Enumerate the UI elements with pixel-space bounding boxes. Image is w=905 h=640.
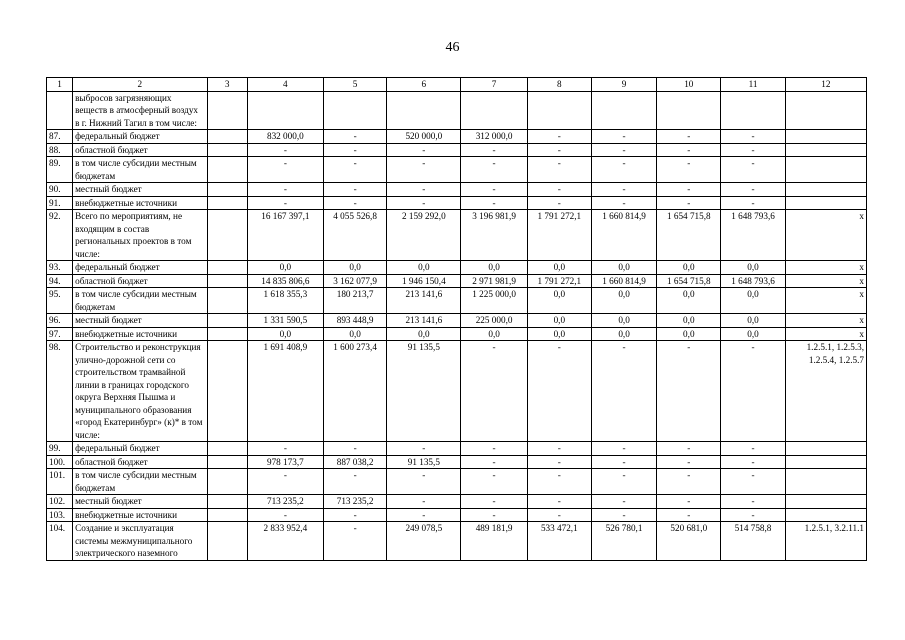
row-value-col8: - [527,130,591,144]
row-value-col9: - [591,508,656,522]
row-col3 [207,341,247,442]
row-value-col4: 16 167 397,1 [247,210,323,261]
row-value-col5: - [323,508,386,522]
row-value-col4 [247,91,323,130]
row-value-col4: 2 833 952,4 [247,522,323,561]
row-value-col8: 0,0 [527,327,591,341]
row-number: 103. [47,508,73,522]
row-value-col4: - [247,442,323,456]
row-target-refs: x [785,327,866,341]
row-col3 [207,288,247,314]
row-value-col8: - [527,495,591,509]
row-number: 98. [47,341,73,442]
row-name: федеральный бюджет [73,261,207,275]
row-value-col7: 2 971 981,9 [461,274,527,288]
row-value-col8 [527,91,591,130]
row-target-refs [785,508,866,522]
table-body [47,91,867,560]
row-number: 88. [47,143,73,157]
row-number: 102. [47,495,73,509]
row-col3 [207,314,247,328]
row-value-col5: - [323,469,386,495]
row-name: внебюджетные источники [73,508,207,522]
row-target-refs: 1.2.5.1, 1.2.5.3, 1.2.5.4, 1.2.5.7 [785,341,866,442]
row-col3 [207,130,247,144]
table-row [47,274,867,288]
table-row [47,327,867,341]
row-value-col4: 1 618 355,3 [247,288,323,314]
row-value-col5: 713 235,2 [323,495,386,509]
row-value-col7: 489 181,9 [461,522,527,561]
row-value-col4: 978 173,7 [247,455,323,469]
row-col3 [207,157,247,183]
row-col3 [207,442,247,456]
row-value-col11: - [721,130,785,144]
row-name: областной бюджет [73,455,207,469]
row-value-col6: 249 078,5 [387,522,461,561]
row-value-col9: - [591,130,656,144]
column-header-2: 2 [73,78,207,92]
row-value-col9: 526 780,1 [591,522,656,561]
row-value-col11: 0,0 [721,261,785,275]
row-name: областной бюджет [73,274,207,288]
column-header-row [47,78,867,92]
row-name: в том числе субсидии местным бюджетам [73,157,207,183]
row-number: 93. [47,261,73,275]
row-value-col4: - [247,508,323,522]
row-value-col7: 1 225 000,0 [461,288,527,314]
row-value-col11: 0,0 [721,314,785,328]
row-value-col6: - [387,183,461,197]
row-value-col5: 0,0 [323,261,386,275]
row-value-col8: - [527,143,591,157]
column-header-3: 3 [207,78,247,92]
table-row [47,157,867,183]
row-value-col6: - [387,469,461,495]
row-target-refs [785,91,866,130]
row-value-col11: - [721,143,785,157]
row-value-col4: - [247,469,323,495]
row-value-col11: - [721,157,785,183]
row-value-col4: 0,0 [247,327,323,341]
row-value-col7: - [461,341,527,442]
row-value-col10: - [657,196,721,210]
row-col3 [207,91,247,130]
row-value-col7: - [461,508,527,522]
column-header-8: 8 [527,78,591,92]
row-value-col9: - [591,469,656,495]
column-header-1: 1 [47,78,73,92]
column-header-7: 7 [461,78,527,92]
row-value-col10: 0,0 [657,288,721,314]
row-value-col6: 520 000,0 [387,130,461,144]
row-value-col9: 1 660 814,9 [591,210,656,261]
row-value-col8: 1 791 272,1 [527,274,591,288]
row-target-refs [785,442,866,456]
row-col3 [207,522,247,561]
row-name: Всего по мероприятиям, не входящим в состав региональных проектов в том числе: [73,210,207,261]
row-value-col10: - [657,455,721,469]
row-name: внебюджетные источники [73,327,207,341]
row-value-col9: 0,0 [591,288,656,314]
table-row [47,210,867,261]
row-value-col8: - [527,455,591,469]
row-number: 91. [47,196,73,210]
row-value-col8: - [527,508,591,522]
row-name: Строительство и реконструкция улично-дорожной сети со строительством трамвайной линии в границах городского округа Верхняя Пышма и муниципального образования «город Екатеринбург» (к)* в том числе: [73,341,207,442]
column-header-11: 11 [721,78,785,92]
row-value-col9: 0,0 [591,314,656,328]
row-value-col10: - [657,442,721,456]
row-target-refs: x [785,274,866,288]
row-value-col10: 520 681,0 [657,522,721,561]
row-target-refs: x [785,288,866,314]
row-value-col9: - [591,183,656,197]
row-target-refs: x [785,261,866,275]
row-value-col10: - [657,183,721,197]
row-value-col6: 213 141,6 [387,288,461,314]
table-row [47,183,867,197]
row-number: 90. [47,183,73,197]
table-row [47,261,867,275]
row-value-col5: 887 038,2 [323,455,386,469]
row-value-col5: - [323,143,386,157]
row-name: в том числе субсидии местным бюджетам [73,469,207,495]
row-value-col4: 1 691 408,9 [247,341,323,442]
row-name: федеральный бюджет [73,442,207,456]
row-value-col6: - [387,143,461,157]
table-row [47,469,867,495]
row-number: 87. [47,130,73,144]
row-value-col11: 0,0 [721,288,785,314]
row-value-col6: 2 159 292,0 [387,210,461,261]
row-value-col5: - [323,196,386,210]
table-row [47,91,867,130]
row-value-col6: - [387,442,461,456]
row-value-col7: - [461,196,527,210]
row-col3 [207,495,247,509]
page-number: 46 [445,40,460,55]
row-value-col11 [721,91,785,130]
row-value-col8: 1 791 272,1 [527,210,591,261]
row-value-col6: 91 135,5 [387,341,461,442]
table-row [47,442,867,456]
row-col3 [207,327,247,341]
row-value-col11: - [721,183,785,197]
row-value-col4: 713 235,2 [247,495,323,509]
row-number: 99. [47,442,73,456]
row-value-col8: 0,0 [527,314,591,328]
row-value-col5: 4 055 526,8 [323,210,386,261]
table-row [47,522,867,561]
row-value-col7: 0,0 [461,327,527,341]
row-value-col8: - [527,469,591,495]
row-value-col6: 213 141,6 [387,314,461,328]
row-col3 [207,196,247,210]
row-value-col8: 0,0 [527,261,591,275]
row-value-col9: - [591,196,656,210]
row-col3 [207,469,247,495]
row-value-col11: 0,0 [721,327,785,341]
row-value-col11: - [721,508,785,522]
row-value-col10: - [657,508,721,522]
row-value-col9: 1 660 814,9 [591,274,656,288]
row-value-col9: - [591,442,656,456]
row-value-col10: - [657,130,721,144]
row-value-col8: - [527,157,591,183]
row-value-col7: 0,0 [461,261,527,275]
table-row [47,288,867,314]
row-value-col7: 225 000,0 [461,314,527,328]
row-number: 97. [47,327,73,341]
row-target-refs [785,130,866,144]
row-value-col10: - [657,495,721,509]
column-header-10: 10 [657,78,721,92]
row-name: выбросов загрязняющих веществ в атмосферный воздух в г. Нижний Тагил в том числе: [73,91,207,130]
row-value-col5: - [323,157,386,183]
row-value-col7: - [461,183,527,197]
row-value-col8: 533 472,1 [527,522,591,561]
row-col3 [207,261,247,275]
row-target-refs [785,143,866,157]
row-col3 [207,455,247,469]
row-value-col11: - [721,495,785,509]
row-value-col11: - [721,469,785,495]
row-value-col11: - [721,442,785,456]
row-value-col4: - [247,143,323,157]
row-col3 [207,143,247,157]
row-value-col5: - [323,130,386,144]
row-value-col7 [461,91,527,130]
table-row [47,196,867,210]
row-value-col7: - [461,143,527,157]
row-value-col4: 0,0 [247,261,323,275]
row-number: 104. [47,522,73,561]
row-name: в том числе субсидии местным бюджетам [73,288,207,314]
row-value-col10: 0,0 [657,327,721,341]
row-target-refs [785,455,866,469]
row-value-col10 [657,91,721,130]
row-name: внебюджетные источники [73,196,207,210]
row-target-refs: x [785,210,866,261]
row-value-col7: 3 196 981,9 [461,210,527,261]
row-target-refs [785,469,866,495]
row-value-col11: 1 648 793,6 [721,210,785,261]
row-value-col8: - [527,196,591,210]
row-value-col8: - [527,341,591,442]
row-value-col5: 180 213,7 [323,288,386,314]
row-value-col7: - [461,495,527,509]
row-value-col10: 0,0 [657,261,721,275]
row-value-col8: 0,0 [527,288,591,314]
row-value-col9: - [591,495,656,509]
row-value-col5: 893 448,9 [323,314,386,328]
row-value-col10: - [657,341,721,442]
row-col3 [207,183,247,197]
row-number: 89. [47,157,73,183]
row-value-col4: 14 835 806,6 [247,274,323,288]
row-name: местный бюджет [73,183,207,197]
row-number: 101. [47,469,73,495]
column-header-4: 4 [247,78,323,92]
row-value-col6: 91 135,5 [387,455,461,469]
row-value-col11: - [721,196,785,210]
row-value-col11: 1 648 793,6 [721,274,785,288]
row-value-col6: - [387,508,461,522]
table-row [47,143,867,157]
row-value-col5: - [323,183,386,197]
row-value-col5: 3 162 077,9 [323,274,386,288]
row-value-col6: 1 946 150,4 [387,274,461,288]
column-header-9: 9 [591,78,656,92]
row-number [47,91,73,130]
row-value-col5: - [323,522,386,561]
row-name: местный бюджет [73,495,207,509]
row-col3 [207,508,247,522]
row-value-col5: 1 600 273,4 [323,341,386,442]
row-value-col8: - [527,183,591,197]
table-row [47,341,867,442]
row-value-col7: - [461,469,527,495]
row-value-col9: - [591,157,656,183]
budget-table [46,77,867,561]
row-value-col10: 0,0 [657,314,721,328]
row-value-col11: 514 758,8 [721,522,785,561]
row-target-refs: x [785,314,866,328]
column-header-6: 6 [387,78,461,92]
row-target-refs: 1.2.5.1, 3.2.11.1 [785,522,866,561]
row-value-col9: - [591,455,656,469]
row-value-col4: - [247,183,323,197]
table-row [47,314,867,328]
table-row [47,508,867,522]
row-value-col9: 0,0 [591,261,656,275]
row-target-refs [785,495,866,509]
row-value-col4: 832 000,0 [247,130,323,144]
row-name: Создание и эксплуатация системы межмуниципального электрического наземного [73,522,207,561]
row-value-col6: - [387,157,461,183]
row-value-col7: - [461,157,527,183]
row-value-col6: - [387,495,461,509]
row-target-refs [785,157,866,183]
column-header-12: 12 [785,78,866,92]
row-value-col5: 0,0 [323,327,386,341]
column-header-5: 5 [323,78,386,92]
row-value-col10: 1 654 715,8 [657,274,721,288]
row-number: 95. [47,288,73,314]
row-value-col9: - [591,341,656,442]
row-col3 [207,274,247,288]
row-name: областной бюджет [73,143,207,157]
row-value-col6 [387,91,461,130]
row-value-col9: 0,0 [591,327,656,341]
row-col3 [207,210,247,261]
table-row [47,455,867,469]
row-value-col6: 0,0 [387,261,461,275]
table-row [47,495,867,509]
row-value-col10: - [657,143,721,157]
table-row [47,130,867,144]
row-name: местный бюджет [73,314,207,328]
row-value-col10: - [657,157,721,183]
row-number: 94. [47,274,73,288]
row-number: 96. [47,314,73,328]
row-value-col11: - [721,341,785,442]
row-value-col4: - [247,196,323,210]
row-value-col8: - [527,442,591,456]
row-value-col10: - [657,469,721,495]
row-number: 100. [47,455,73,469]
row-value-col7: - [461,455,527,469]
row-value-col6: - [387,196,461,210]
row-name: федеральный бюджет [73,130,207,144]
row-value-col11: - [721,455,785,469]
row-target-refs [785,196,866,210]
row-target-refs [785,183,866,197]
row-number: 92. [47,210,73,261]
row-value-col9 [591,91,656,130]
row-value-col6: 0,0 [387,327,461,341]
row-value-col5: - [323,442,386,456]
row-value-col4: 1 331 590,5 [247,314,323,328]
row-value-col7: 312 000,0 [461,130,527,144]
row-value-col10: 1 654 715,8 [657,210,721,261]
row-value-col9: - [591,143,656,157]
row-value-col7: - [461,442,527,456]
row-value-col4: - [247,157,323,183]
row-value-col5 [323,91,386,130]
